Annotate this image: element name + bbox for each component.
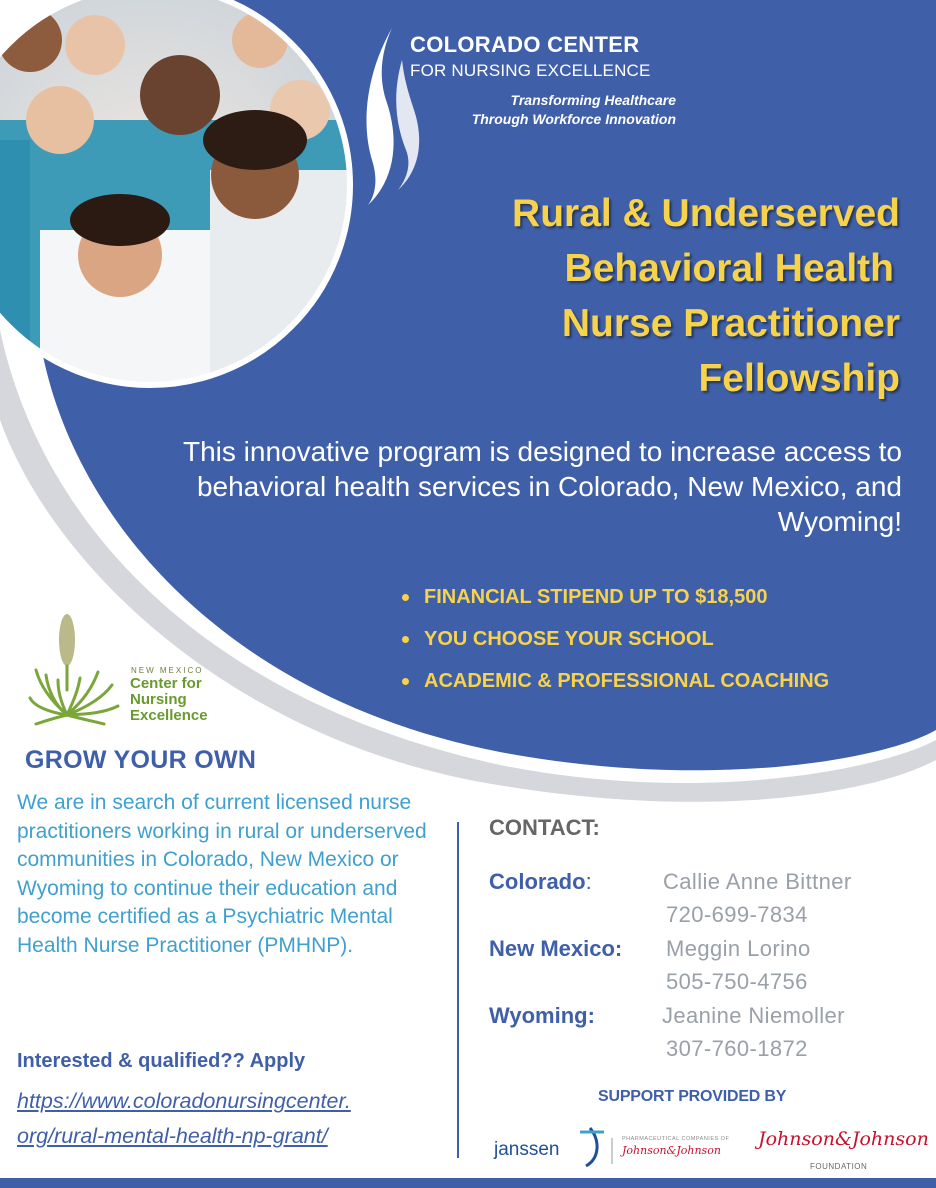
- benefit-item: ACADEMIC & PROFESSIONAL COACHING: [400, 660, 829, 702]
- grow-description: We are in search of current licensed nurse practitioners working in rural or underserved communities in Colorado, New Mexico or Wyoming to continue their education and become certified as a Psychiatric Mental Health Nurse Practitioner (PMHNP).: [17, 791, 427, 957]
- nm-logo-line1: Center for: [130, 675, 202, 692]
- contact-colorado-name: Callie Anne Bittner: [663, 869, 852, 894]
- page-title: [340, 186, 900, 406]
- janssen-logo: janssen: [494, 1139, 560, 1160]
- contact-heading: CONTACT:: [489, 815, 600, 840]
- org-name: COLORADO CENTER: [410, 32, 640, 57]
- benefit-item: FINANCIAL STIPEND UP TO $18,500: [400, 576, 829, 618]
- contact-nm-name: Meggin Lorino: [666, 936, 811, 961]
- contact-nm-phone: 505-750-4756: [666, 969, 808, 994]
- yucca-logo-icon: [30, 614, 118, 724]
- footer-bar: [0, 1178, 936, 1188]
- jj-foundation-logo: Johnson&Johnson: [758, 1128, 929, 1150]
- apply-link-line2[interactable]: org/rural-mental-health-np-grant/: [17, 1124, 328, 1148]
- pharma-companies-text: PHARMACEUTICAL COMPANIES OF: [622, 1136, 730, 1142]
- foundation-text: FOUNDATION: [810, 1162, 868, 1171]
- title-line1: Rural & Underserved: [512, 192, 900, 235]
- benefit-item: YOU CHOOSE YOUR SCHOOL: [400, 618, 829, 660]
- tagline-line2: Through Workforce Innovation: [471, 111, 676, 127]
- divider: [457, 822, 459, 1158]
- benefits-list: [400, 576, 829, 702]
- org-tagline: [376, 91, 676, 129]
- title-line4: Fellowship: [698, 357, 900, 400]
- nm-logo-small: NEW MEXICO: [131, 666, 204, 675]
- apply-link-line1[interactable]: https://www.coloradonursingcenter.: [17, 1089, 351, 1113]
- contact-nm-label: New Mexico:: [489, 936, 623, 961]
- contact-wy-phone: 307-760-1872: [666, 1036, 808, 1061]
- contact-wy-label: Wyoming:: [489, 1003, 595, 1028]
- jj-small-logo: Johnson&Johnson: [622, 1144, 721, 1157]
- org-subtitle: FOR NURSING EXCELLENCE: [410, 61, 651, 80]
- contact-colorado-label: Colorado:: [489, 869, 592, 894]
- nm-logo-line2: Nursing: [130, 691, 187, 708]
- nm-logo-name: [130, 676, 208, 724]
- intro-text: This innovative program is designed to increase access to behavioral health services in Colorado, New Mexico, and Wyoming!: [182, 436, 902, 537]
- grow-heading: GROW YOUR OWN: [25, 746, 257, 774]
- title-line2: Behavioral Health: [564, 247, 894, 290]
- apply-text: Interested & qualified?? Apply: [17, 1050, 306, 1072]
- contact-wy-name: Jeanine Niemoller: [662, 1003, 845, 1028]
- title-line3: Nurse Practitioner: [561, 302, 900, 345]
- apply-link[interactable]: [17, 1084, 447, 1154]
- janssen-swirl-icon: [580, 1128, 604, 1166]
- support-heading: SUPPORT PROVIDED BY: [598, 1088, 787, 1105]
- contact-colorado-phone: 720-699-7834: [666, 902, 808, 927]
- tagline-line1: Transforming Healthcare: [510, 92, 676, 108]
- nm-logo-line3: Excellence: [130, 707, 208, 724]
